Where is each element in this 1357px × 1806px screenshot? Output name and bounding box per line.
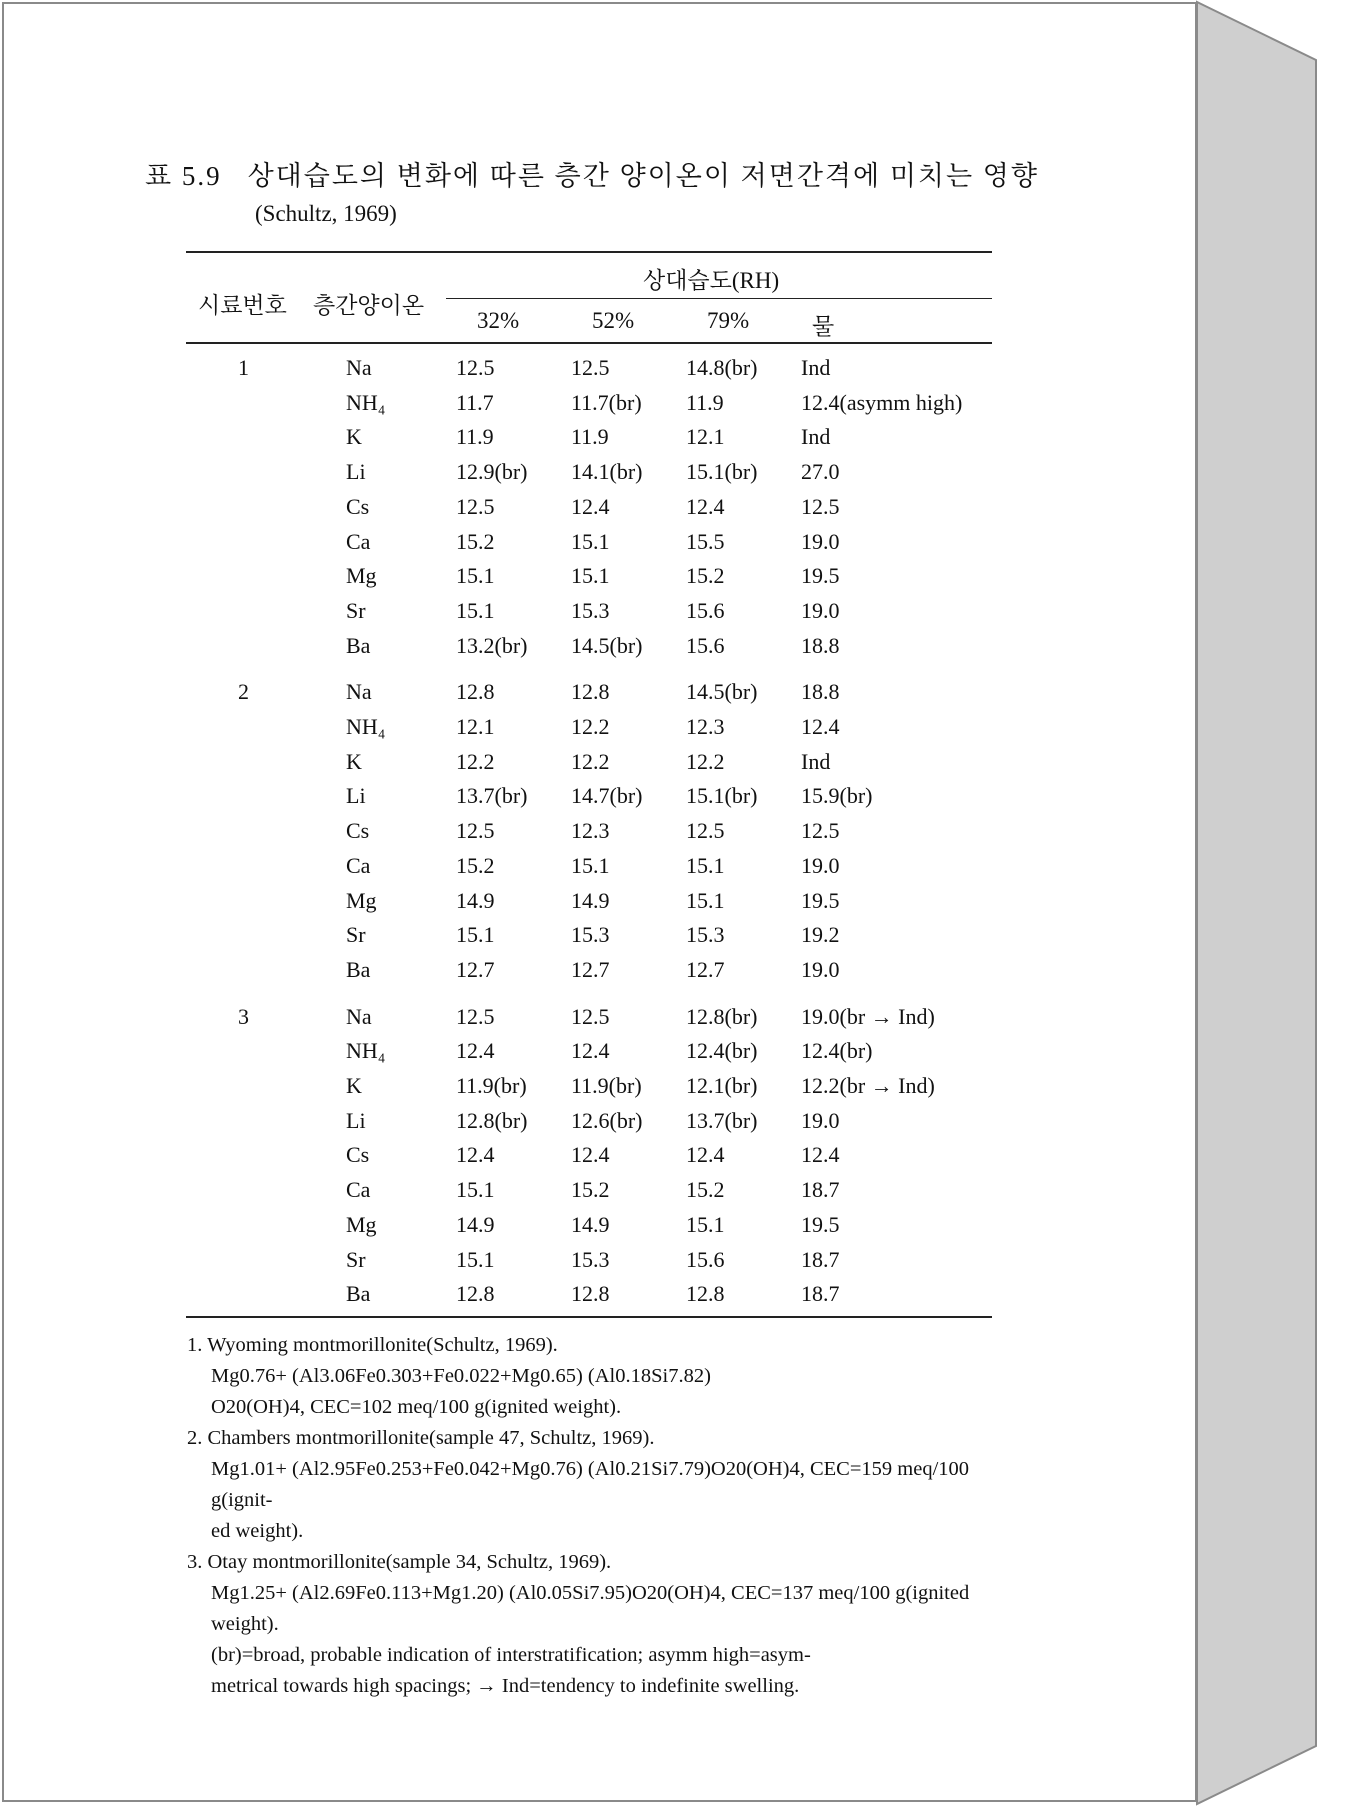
cell-rh52: 12.4: [571, 1038, 610, 1064]
cell-rh32: 12.7: [456, 956, 495, 982]
note-1-formula: Mg0.76+ (Al3.06Fe0.303+Fe0.022+Mg0.65) (Al0.18Si7.82): [211, 1365, 711, 1387]
cell-rh52: 15.3: [571, 1246, 610, 1272]
cell-rh32: 14.9: [456, 887, 495, 913]
note-3-title: 3. Otay montmorillonite(sample 34, Schultz, 1969).: [187, 1551, 612, 1573]
table-row: [0, 1142, 1200, 1176]
table-row: [0, 390, 1200, 424]
cell-rh32: 15.1: [456, 922, 495, 948]
col-header-sample: 시료번호: [198, 293, 287, 318]
cell-water: 19.0: [801, 956, 840, 982]
table-row: [0, 355, 1200, 389]
table-row: [0, 749, 1200, 783]
cell-ion: Ba: [346, 632, 371, 658]
cell-rh32: 12.5: [456, 355, 495, 380]
cell-rh79: 12.4(br): [686, 1038, 758, 1064]
cell-rh32: 12.5: [456, 493, 495, 519]
cell-rh32: 12.4: [456, 1142, 495, 1168]
cell-water: 12.4(br): [801, 1038, 873, 1064]
cell-rh32: 12.2: [456, 748, 495, 774]
table-number: 표 5.9: [145, 161, 222, 191]
cell-rh52: 14.9: [571, 1211, 610, 1237]
cell-ion: Sr: [346, 922, 366, 948]
cell-water: 18.7: [801, 1177, 840, 1203]
cell-rh79: 15.6: [686, 597, 725, 623]
cell-ion: K: [346, 748, 362, 774]
cell-rh52: 12.2: [571, 748, 610, 774]
cell-rh52: 14.5(br): [571, 632, 643, 658]
cell-water: 12.5: [801, 493, 840, 519]
table-row: [0, 1004, 1200, 1038]
cell-rh52: 12.5: [571, 1003, 610, 1029]
cell-rh32: 12.4: [456, 1038, 495, 1064]
cell-rh52: 14.7(br): [571, 783, 643, 809]
cell-rh79: 12.7: [686, 956, 725, 982]
cell-water: 19.0: [801, 597, 840, 623]
cell-rh32: 13.2(br): [456, 632, 528, 658]
cell-rh79: 14.5(br): [686, 679, 758, 705]
cell-water: 19.5: [801, 1211, 840, 1237]
cell-water: 18.8: [801, 679, 840, 705]
cell-rh52: 12.3: [571, 818, 610, 844]
cell-ion: NH₄: [346, 389, 386, 415]
cell-ion: K: [346, 1073, 362, 1098]
cell-water: 18.8: [801, 632, 840, 658]
cell-rh32: 12.5: [456, 818, 495, 844]
cell-water: Ind: [801, 355, 831, 380]
cell-rh52: 12.8: [571, 1281, 610, 1307]
cell-rh79: 15.2: [686, 563, 725, 589]
cell-ion: Cs: [346, 818, 370, 844]
table-row: [0, 1177, 1200, 1211]
col-header-water: 물: [812, 314, 835, 339]
table-row: [0, 783, 1200, 817]
table-row: [0, 679, 1200, 713]
cell-rh52: 15.3: [571, 922, 610, 948]
cell-water: 15.9(br): [801, 783, 873, 809]
cell-rh32: 14.9: [456, 1211, 495, 1237]
cell-rh52: 12.8: [571, 679, 610, 705]
cell-rh32: 12.1: [456, 714, 495, 739]
table-row: [0, 563, 1200, 597]
cell-rh79: 11.9: [686, 389, 724, 415]
cell-water: 19.0: [801, 852, 840, 878]
table-row: [0, 888, 1200, 922]
top-rule: [186, 251, 992, 253]
cell-sample: 1: [238, 355, 249, 380]
cell-rh32: 15.1: [456, 563, 495, 589]
cell-rh79: 15.5: [686, 528, 725, 554]
cell-rh52: 14.9: [571, 887, 610, 913]
col-header-32: 32%: [477, 308, 520, 333]
cell-rh79: 15.6: [686, 632, 725, 658]
cell-ion: K: [346, 424, 362, 450]
cell-water: 19.0: [801, 1107, 840, 1133]
cell-rh32: 12.8: [456, 679, 495, 705]
cell-water: 12.5: [801, 818, 840, 844]
table-row: [0, 1073, 1200, 1107]
cell-water: 19.5: [801, 563, 840, 589]
cell-ion: Na: [346, 355, 372, 380]
cell-rh32: 15.2: [456, 528, 495, 554]
legend-line-1: (br)=broad, probable indication of interstratification; asymm high=asym-: [211, 1644, 811, 1666]
note-2-formula: Mg1.01+ (Al2.95Fe0.253+Fe0.042+Mg0.76) (Al0.21Si7.79)O20(OH)4, CEC=159 meq/100 g(ignit-: [211, 1458, 970, 1511]
cell-rh79: 12.4: [686, 1142, 725, 1168]
cell-ion: Na: [346, 1003, 372, 1029]
cell-rh32: 12.5: [456, 1003, 495, 1029]
table-row: [0, 633, 1200, 667]
table-row: [0, 853, 1200, 887]
cell-rh52: 12.6(br): [571, 1107, 643, 1133]
cell-rh79: 12.4: [686, 493, 725, 519]
table-row: [0, 714, 1200, 748]
cell-ion: Ba: [346, 1281, 371, 1307]
cell-rh79: 14.8(br): [686, 355, 758, 380]
note-1-title: 1. Wyoming montmorillonite(Schultz, 1969).: [187, 1334, 558, 1356]
cell-ion: Cs: [346, 1142, 370, 1168]
cell-water: 12.2(br → Ind): [801, 1073, 935, 1098]
cell-rh79: 15.1: [686, 887, 725, 913]
cell-rh79: 15.1(br): [686, 459, 758, 485]
note-2-cont: ed weight).: [211, 1520, 304, 1542]
cell-ion: Ca: [346, 852, 371, 878]
cell-water: Ind: [801, 748, 831, 774]
group-rule: [446, 298, 992, 299]
cell-rh32: 15.1: [456, 1246, 495, 1272]
note-3-formula: Mg1.25+ (Al2.69Fe0.113+Mg1.20) (Al0.05Si7.95)O20(OH)4, CEC=137 meq/100 g(ignited: [211, 1582, 970, 1604]
cell-rh79: 13.7(br): [686, 1107, 758, 1133]
cell-water: Ind: [801, 424, 831, 450]
cell-rh52: 14.1(br): [571, 459, 643, 485]
table-citation: (Schultz, 1969): [255, 201, 397, 226]
cell-ion: Li: [346, 459, 366, 485]
cell-ion: Ba: [346, 956, 371, 982]
table-row: [0, 818, 1200, 852]
table-row: [0, 424, 1200, 458]
header-bottom-rule: [186, 342, 992, 344]
table-row: [0, 529, 1200, 563]
cell-rh32: 12.8(br): [456, 1107, 528, 1133]
col-header-79: 79%: [707, 308, 750, 333]
cell-rh52: 12.4: [571, 493, 610, 519]
note-2-title: 2. Chambers montmorillonite(sample 47, Schultz, 1969).: [187, 1427, 655, 1449]
cell-ion: Sr: [346, 1246, 366, 1272]
note-3-cont: weight).: [211, 1613, 279, 1635]
table-row: [0, 922, 1200, 956]
note-1-cec: O20(OH)4, CEC=102 meq/100 g(ignited weight).: [211, 1396, 622, 1418]
cell-sample: 3: [238, 1003, 249, 1029]
cell-ion: Cs: [346, 493, 370, 519]
cell-rh32: 15.1: [456, 597, 495, 623]
cell-rh52: 11.7(br): [571, 389, 642, 415]
cell-rh32: 15.1: [456, 1177, 495, 1203]
cell-rh79: 15.2: [686, 1177, 725, 1203]
cell-rh79: 12.8: [686, 1281, 725, 1307]
cell-rh79: 12.1(br): [686, 1073, 758, 1098]
cell-rh32: 12.8: [456, 1281, 495, 1307]
cell-rh52: 12.5: [571, 355, 610, 380]
cell-ion: Li: [346, 783, 366, 809]
table-row: [0, 459, 1200, 493]
cell-rh52: 12.7: [571, 956, 610, 982]
cell-sample: 2: [238, 679, 249, 705]
cell-ion: Sr: [346, 597, 366, 623]
cell-rh79: 12.5: [686, 818, 725, 844]
cell-water: 19.0: [801, 528, 840, 554]
cell-rh79: 12.8(br): [686, 1003, 758, 1029]
col-header-rh: 상대습도(RH): [643, 268, 780, 293]
cell-ion: Mg: [346, 887, 377, 913]
cell-water: 27.0: [801, 459, 840, 485]
table-row: [0, 598, 1200, 632]
cell-rh32: 11.7: [456, 389, 494, 415]
col-header-52: 52%: [592, 308, 635, 333]
cell-rh52: 12.4: [571, 1142, 610, 1168]
cell-rh52: 15.3: [571, 597, 610, 623]
cell-water: 18.7: [801, 1246, 840, 1272]
cell-water: 19.5: [801, 887, 840, 913]
table-row: [0, 1038, 1200, 1072]
cell-rh79: 15.1: [686, 852, 725, 878]
cell-rh79: 12.3: [686, 714, 725, 739]
table-row: [0, 957, 1200, 991]
cell-rh52: 15.1: [571, 563, 610, 589]
legend-line-2: metrical towards high spacings; → Ind=tendency to indefinite swelling.: [211, 1675, 800, 1697]
cell-water: 12.4(asymm high): [801, 389, 963, 415]
col-header-ion: 층간양이온: [313, 293, 425, 318]
cell-rh79: 15.1: [686, 1211, 725, 1237]
cell-rh79: 15.6: [686, 1246, 725, 1272]
cell-ion: Mg: [346, 563, 377, 589]
table-row: [0, 494, 1200, 528]
cell-rh52: 15.1: [571, 528, 610, 554]
table-bottom-rule: [186, 1316, 992, 1318]
cell-ion: Ca: [346, 1177, 371, 1203]
cell-water: 18.7: [801, 1281, 840, 1307]
cell-rh79: 12.2: [686, 748, 725, 774]
table-title-text: 상대습도의 변화에 따른 층간 양이온이 저면간격에 미치는 영향: [247, 161, 1039, 191]
cell-ion: Ca: [346, 528, 371, 554]
cell-rh79: 12.1: [686, 424, 725, 450]
cell-rh32: 15.2: [456, 852, 495, 878]
table-row: [0, 1212, 1200, 1246]
table-row: [0, 1281, 1200, 1315]
cell-rh79: 15.3: [686, 922, 725, 948]
cell-rh79: 15.1(br): [686, 783, 758, 809]
table-title: [145, 154, 1039, 193]
cell-rh32: 12.9(br): [456, 459, 528, 485]
cell-rh32: 13.7(br): [456, 783, 528, 809]
cell-ion: Li: [346, 1107, 366, 1133]
cell-rh52: 15.1: [571, 852, 610, 878]
cell-rh52: 12.2: [571, 714, 610, 739]
cell-rh32: 11.9(br): [456, 1073, 527, 1098]
cell-ion: Na: [346, 679, 372, 705]
table-row: [0, 1247, 1200, 1281]
cell-water: 12.4: [801, 1142, 840, 1168]
cell-ion: NH₄: [346, 1038, 386, 1064]
cell-ion: NH₄: [346, 714, 386, 739]
cell-water: 19.0(br → Ind): [801, 1003, 935, 1029]
cell-ion: Mg: [346, 1211, 377, 1237]
cell-rh52: 15.2: [571, 1177, 610, 1203]
table-row: [0, 1108, 1200, 1142]
cell-water: 19.2: [801, 922, 840, 948]
cell-water: 12.4: [801, 714, 840, 739]
table-footnotes: [187, 1330, 1007, 1702]
cell-rh32: 11.9: [456, 424, 494, 450]
cell-rh52: 11.9(br): [571, 1073, 642, 1098]
cell-rh52: 11.9: [571, 424, 609, 450]
